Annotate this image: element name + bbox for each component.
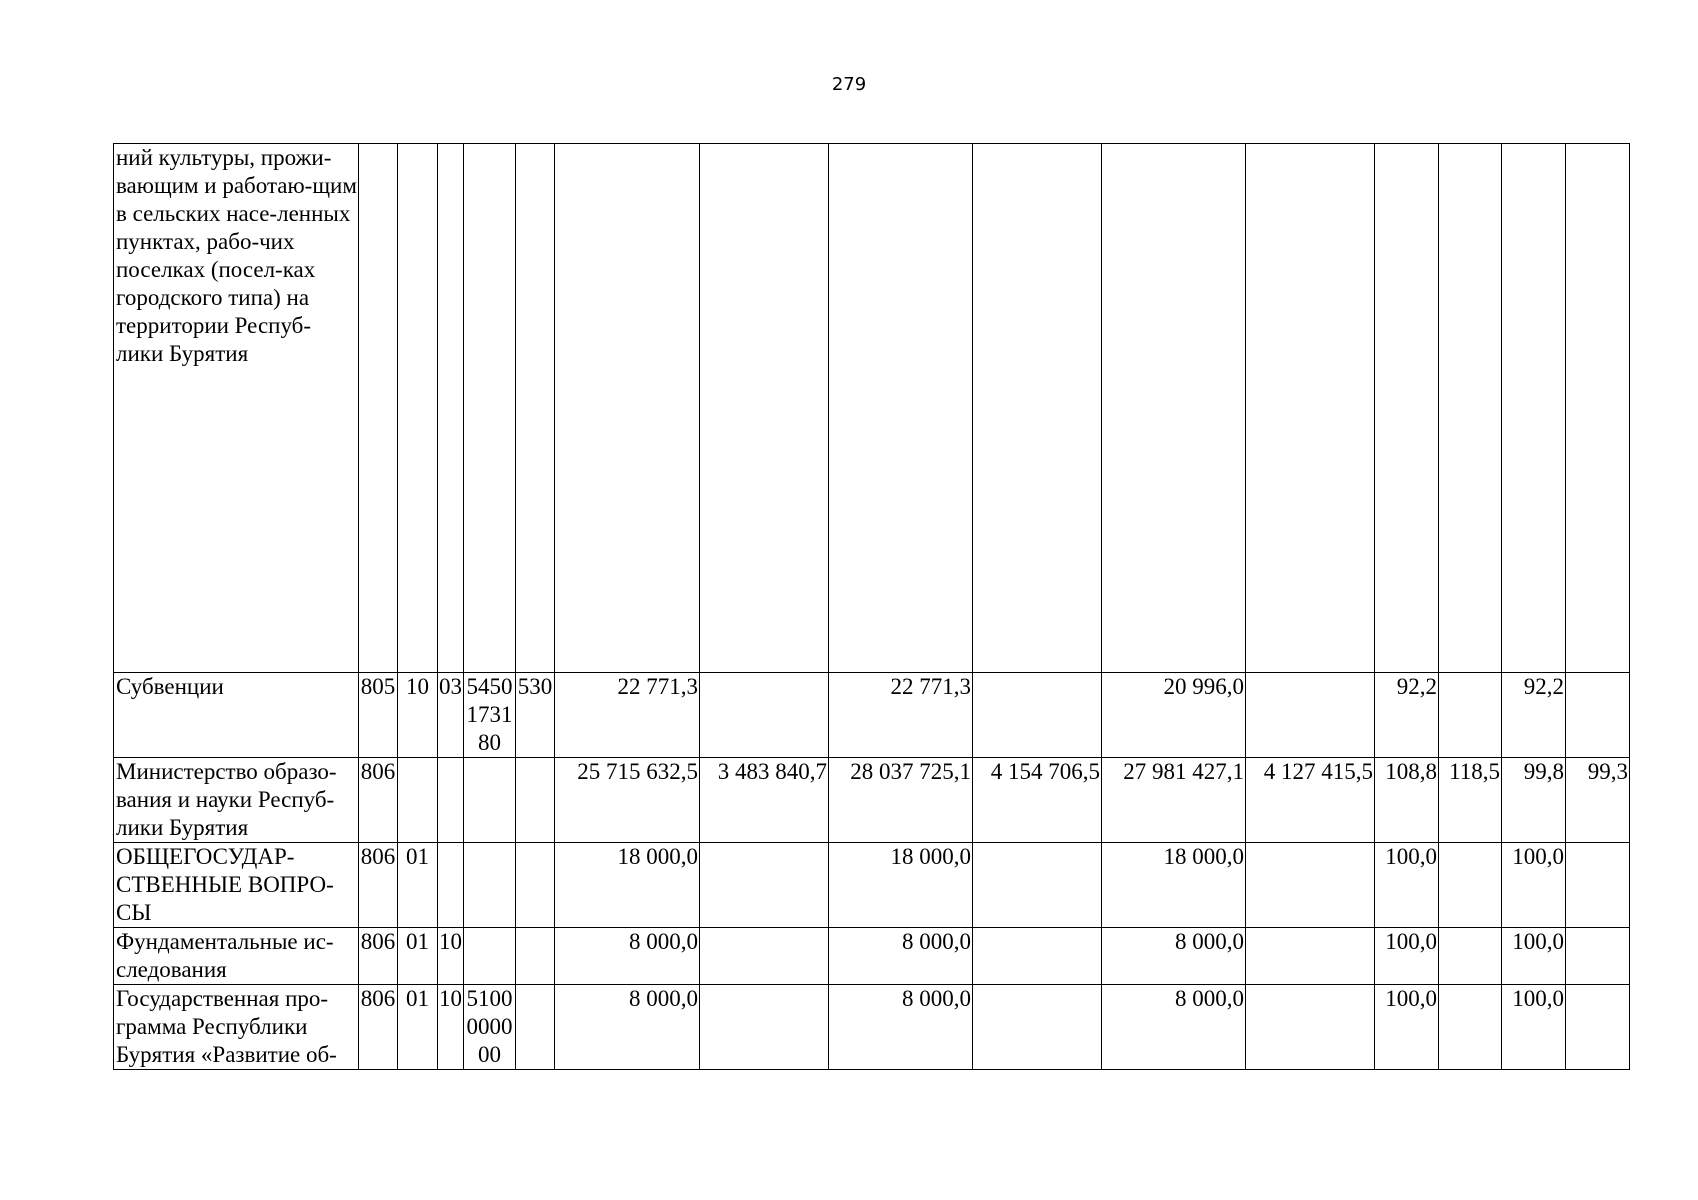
value-1-cell: 25 715 632,5	[555, 758, 700, 843]
page-number: 279	[831, 74, 867, 95]
percent-1-cell: 100,0	[1375, 843, 1439, 928]
pr-cell	[438, 144, 464, 673]
table-row	[114, 673, 1630, 758]
vr-cell: 530	[516, 673, 555, 758]
value-4-cell	[973, 985, 1102, 1070]
percent-1-cell: 100,0	[1375, 985, 1439, 1070]
value-3-cell	[829, 144, 973, 673]
vr-cell	[516, 144, 555, 673]
value-2-cell	[700, 985, 829, 1070]
vr-cell	[516, 985, 555, 1070]
percent-2-cell	[1439, 928, 1502, 985]
rz-cell	[398, 758, 438, 843]
value-6-cell	[1246, 928, 1375, 985]
percent-1-cell: 92,2	[1375, 673, 1439, 758]
percent-2-cell	[1439, 843, 1502, 928]
value-3-cell: 22 771,3	[829, 673, 973, 758]
value-3-cell: 8 000,0	[829, 985, 973, 1070]
rz-cell: 01	[398, 928, 438, 985]
table-row	[114, 144, 1630, 673]
rz-cell: 01	[398, 843, 438, 928]
value-6-cell	[1246, 144, 1375, 673]
value-1-cell: 22 771,3	[555, 673, 700, 758]
value-1-cell: 8 000,0	[555, 985, 700, 1070]
percent-4-cell	[1566, 928, 1630, 985]
percent-3-cell: 100,0	[1502, 928, 1566, 985]
value-5-cell: 8 000,0	[1102, 928, 1246, 985]
csr-cell: 5450173180	[464, 673, 516, 758]
value-3-cell: 18 000,0	[829, 843, 973, 928]
percent-3-cell	[1502, 144, 1566, 673]
row-name-cell: Министерство образо-вания и науки Респуб-лики Бурятия	[114, 758, 359, 843]
row-name-cell: ний культуры, прожи-вающим и работаю-щим в сельских насе-ленных пунктах, рабо-чих поселках (посел-ках городского типа) на территории Респуб-лики Бурятия	[114, 144, 359, 673]
value-5-cell: 20 996,0	[1102, 673, 1246, 758]
value-6-cell	[1246, 843, 1375, 928]
table-row	[114, 985, 1630, 1070]
value-2-cell	[700, 144, 829, 673]
vr-cell	[516, 758, 555, 843]
value-4-cell: 4 154 706,5	[973, 758, 1102, 843]
value-2-cell: 3 483 840,7	[700, 758, 829, 843]
vr-cell	[516, 843, 555, 928]
percent-4-cell	[1566, 985, 1630, 1070]
value-2-cell	[700, 843, 829, 928]
percent-2-cell	[1439, 144, 1502, 673]
value-1-cell	[555, 144, 700, 673]
table-row	[114, 843, 1630, 928]
value-4-cell	[973, 673, 1102, 758]
gr-cell: 806	[359, 985, 398, 1070]
vr-cell	[516, 928, 555, 985]
percent-2-cell	[1439, 673, 1502, 758]
table-row	[114, 758, 1630, 843]
percent-2-cell: 118,5	[1439, 758, 1502, 843]
percent-3-cell: 92,2	[1502, 673, 1566, 758]
rz-cell: 01	[398, 985, 438, 1070]
percent-1-cell	[1375, 144, 1439, 673]
percent-4-cell	[1566, 843, 1630, 928]
csr-cell: 5100000000	[464, 985, 516, 1070]
csr-cell	[464, 144, 516, 673]
row-name-cell: ОБЩЕГОСУДАР-СТВЕННЫЕ ВОПРО-СЫ	[114, 843, 359, 928]
percent-1-cell: 100,0	[1375, 928, 1439, 985]
value-2-cell	[700, 673, 829, 758]
pr-cell: 03	[438, 673, 464, 758]
percent-1-cell: 108,8	[1375, 758, 1439, 843]
value-1-cell: 18 000,0	[555, 843, 700, 928]
value-3-cell: 8 000,0	[829, 928, 973, 985]
pr-cell: 10	[438, 985, 464, 1070]
value-5-cell	[1102, 144, 1246, 673]
pr-cell	[438, 843, 464, 928]
value-6-cell	[1246, 673, 1375, 758]
gr-cell: 806	[359, 843, 398, 928]
csr-cell	[464, 758, 516, 843]
row-name-cell: Государственная про-грамма Республики Бурятия «Развитие об-	[114, 985, 359, 1070]
pr-cell: 10	[438, 928, 464, 985]
value-2-cell	[700, 928, 829, 985]
percent-3-cell: 99,8	[1502, 758, 1566, 843]
rz-cell	[398, 144, 438, 673]
percent-3-cell: 100,0	[1502, 985, 1566, 1070]
percent-3-cell: 100,0	[1502, 843, 1566, 928]
row-name-cell: Фундаментальные ис-следования	[114, 928, 359, 985]
percent-2-cell	[1439, 985, 1502, 1070]
value-1-cell: 8 000,0	[555, 928, 700, 985]
gr-cell: 806	[359, 928, 398, 985]
gr-cell: 805	[359, 673, 398, 758]
value-5-cell: 18 000,0	[1102, 843, 1246, 928]
percent-4-cell	[1566, 144, 1630, 673]
row-name-cell: Субвенции	[114, 673, 359, 758]
rz-cell: 10	[398, 673, 438, 758]
percent-4-cell: 99,3	[1566, 758, 1630, 843]
value-5-cell: 8 000,0	[1102, 985, 1246, 1070]
csr-cell	[464, 843, 516, 928]
value-4-cell	[973, 928, 1102, 985]
gr-cell	[359, 144, 398, 673]
percent-4-cell	[1566, 673, 1630, 758]
value-6-cell	[1246, 985, 1375, 1070]
table-row	[114, 928, 1630, 985]
gr-cell: 806	[359, 758, 398, 843]
value-5-cell: 27 981 427,1	[1102, 758, 1246, 843]
budget-table	[113, 143, 1630, 1070]
value-4-cell	[973, 144, 1102, 673]
value-3-cell: 28 037 725,1	[829, 758, 973, 843]
value-6-cell: 4 127 415,5	[1246, 758, 1375, 843]
value-4-cell	[973, 843, 1102, 928]
csr-cell	[464, 928, 516, 985]
pr-cell	[438, 758, 464, 843]
